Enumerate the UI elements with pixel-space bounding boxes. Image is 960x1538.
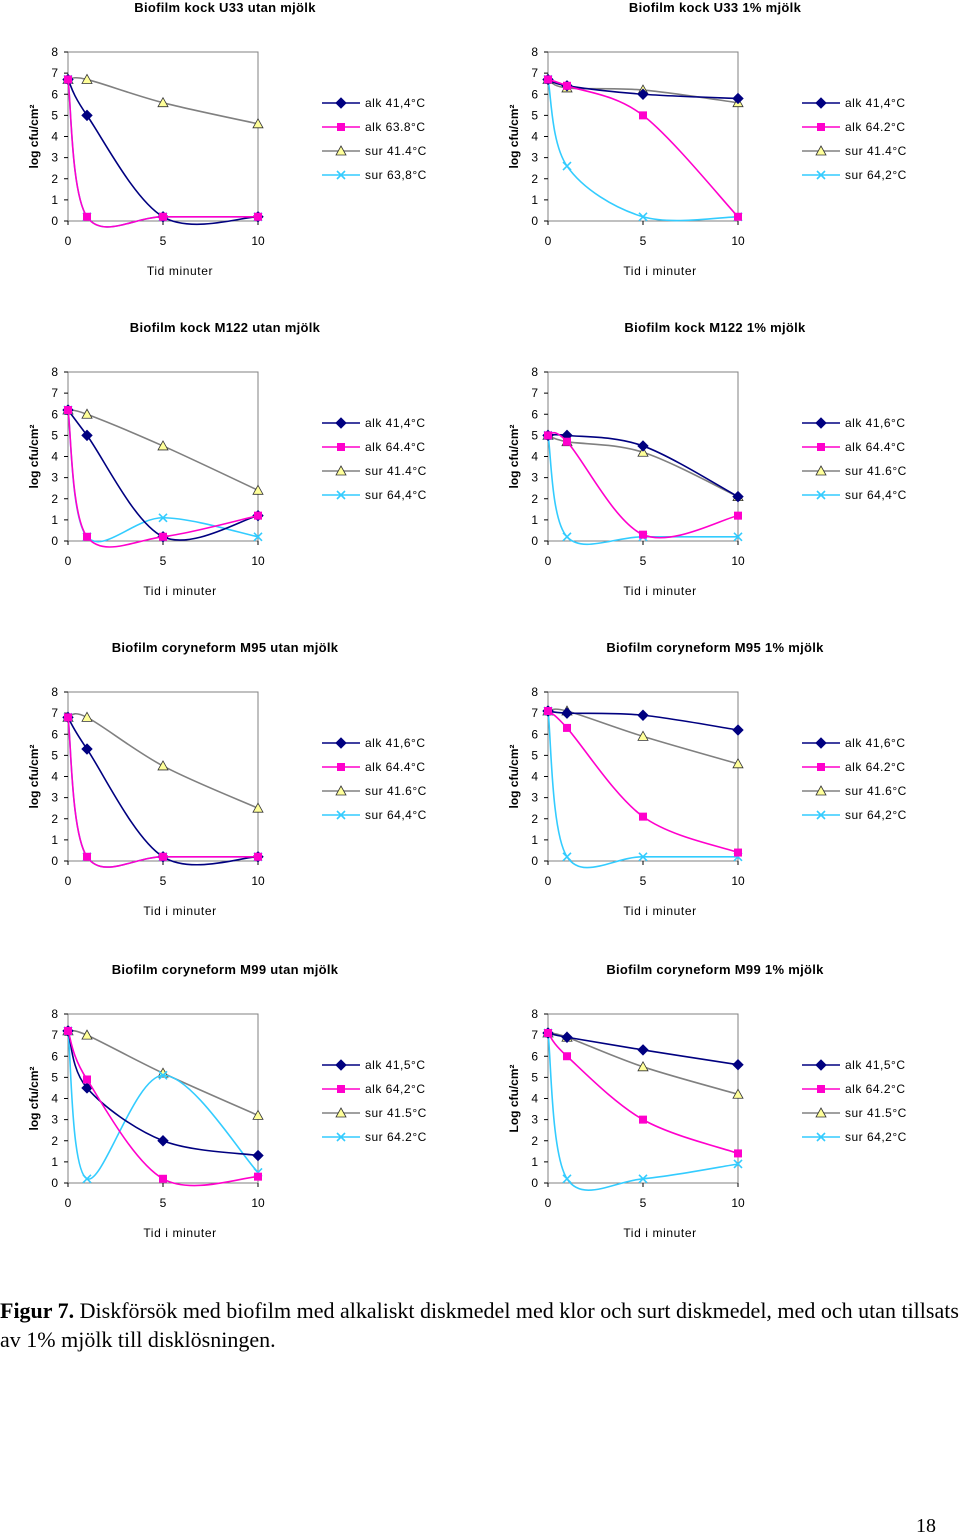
x-tick-label: 0 xyxy=(64,1196,72,1210)
data-point-alk64 xyxy=(254,512,262,520)
chart-title: Biofilm coryneform M99 1% mjölk xyxy=(606,962,824,977)
y-axis-label: log cfu/cm² xyxy=(27,1066,41,1131)
y-tick-label: 5 xyxy=(51,428,58,443)
chart-panel-5 xyxy=(0,640,470,930)
data-point-alk64 xyxy=(64,1027,72,1035)
legend-label: sur 64,2°C xyxy=(845,1130,907,1144)
chart-title: Biofilm kock U33 1% mjölk xyxy=(628,0,802,15)
chart-panel-4 xyxy=(480,320,950,610)
legend-label: sur 41.6°C xyxy=(845,784,907,798)
chart-panel-7 xyxy=(0,962,470,1252)
y-tick-label: 0 xyxy=(531,854,538,868)
y-tick-label: 1 xyxy=(531,512,538,527)
x-axis-label: Tid i minuter xyxy=(623,904,697,918)
legend-label: sur 41.5°C xyxy=(845,1106,907,1120)
x-axis-label: Tid i minuter xyxy=(143,584,217,598)
legend-marker-alk64 xyxy=(817,1085,825,1093)
data-point-alk64 xyxy=(83,533,91,541)
y-tick-label: 5 xyxy=(531,1070,538,1085)
x-tick-label: 0 xyxy=(64,874,72,888)
legend-label: sur 41.5°C xyxy=(365,1106,427,1120)
y-tick-label: 6 xyxy=(531,407,538,422)
legend-marker-alk64 xyxy=(817,443,825,451)
legend-label: sur 64,2°C xyxy=(845,808,907,822)
x-tick-label: 5 xyxy=(639,874,647,888)
plot-area xyxy=(548,52,738,221)
legend-label: sur 41.4°C xyxy=(845,144,907,158)
y-tick-label: 8 xyxy=(531,365,538,379)
data-point-alk64 xyxy=(159,853,167,861)
chart-title: Biofilm coryneform M99 utan mjölk xyxy=(111,962,339,977)
legend-marker-alk41 xyxy=(816,738,826,748)
caption-text: Diskförsök med biofilm med alkaliskt diskmedel med klor och surt diskmedel, med och utan tillsats av 1% mjölk till disklösningen. xyxy=(0,1298,959,1352)
legend-label: alk 41,4°C xyxy=(845,96,906,110)
y-tick-label: 4 xyxy=(531,769,538,784)
data-point-alk64 xyxy=(734,849,742,857)
y-tick-label: 5 xyxy=(51,108,58,123)
y-tick-label: 2 xyxy=(51,171,58,186)
plot-area xyxy=(68,692,258,861)
data-point-alk64 xyxy=(83,1075,91,1083)
x-axis-label: Tid minuter xyxy=(146,264,214,278)
legend-label: sur 64,4°C xyxy=(845,488,907,502)
legend-label: sur 64,4°C xyxy=(365,808,427,822)
data-point-alk64 xyxy=(64,406,72,414)
y-tick-label: 3 xyxy=(51,150,58,165)
data-point-alk64 xyxy=(64,75,72,83)
y-tick-label: 5 xyxy=(531,428,538,443)
data-point-alk64 xyxy=(639,813,647,821)
x-tick-label: 10 xyxy=(731,874,745,888)
chart-svg xyxy=(480,962,950,1252)
y-axis-label: log cfu/cm² xyxy=(507,744,521,809)
y-tick-label: 8 xyxy=(51,365,58,379)
y-tick-label: 0 xyxy=(531,534,538,548)
chart-svg xyxy=(0,0,470,290)
x-tick-label: 10 xyxy=(731,1196,745,1210)
data-point-alk64 xyxy=(159,533,167,541)
chart-svg xyxy=(0,640,470,930)
legend-label: alk 41,5°C xyxy=(365,1058,426,1072)
x-tick-label: 5 xyxy=(639,554,647,568)
legend-marker-alk41 xyxy=(336,1060,346,1070)
legend-marker-alk64 xyxy=(337,123,345,131)
y-tick-label: 4 xyxy=(51,769,58,784)
y-tick-label: 6 xyxy=(531,1049,538,1064)
y-tick-label: 8 xyxy=(531,45,538,59)
legend-label: alk 41,4°C xyxy=(365,96,426,110)
y-tick-label: 0 xyxy=(51,534,58,548)
y-tick-label: 6 xyxy=(51,87,58,102)
y-tick-label: 1 xyxy=(51,512,58,527)
data-point-alk64 xyxy=(563,82,571,90)
legend-label: alk 41,4°C xyxy=(365,416,426,430)
data-point-alk64 xyxy=(544,75,552,83)
y-tick-label: 1 xyxy=(531,1154,538,1169)
chart-panel-2 xyxy=(480,0,950,290)
legend-label: alk 64,2°C xyxy=(365,1082,426,1096)
x-tick-label: 10 xyxy=(251,554,265,568)
legend-label: alk 41,6°C xyxy=(845,736,906,750)
y-tick-label: 2 xyxy=(531,491,538,506)
y-tick-label: 4 xyxy=(531,449,538,464)
legend-label: sur 41.6°C xyxy=(845,464,907,478)
data-point-alk64 xyxy=(254,853,262,861)
y-tick-label: 5 xyxy=(531,748,538,763)
y-tick-label: 4 xyxy=(51,129,58,144)
chart-title: Biofilm kock M122 1% mjölk xyxy=(624,320,806,335)
y-tick-label: 7 xyxy=(531,706,538,721)
data-point-alk64 xyxy=(639,531,647,539)
chart-title: Biofilm coryneform M95 utan mjölk xyxy=(111,640,339,655)
chart-svg xyxy=(480,0,950,290)
y-tick-label: 6 xyxy=(531,87,538,102)
data-point-alk64 xyxy=(563,1052,571,1060)
x-axis-label: Tid i minuter xyxy=(143,904,217,918)
y-tick-label: 0 xyxy=(531,214,538,228)
y-axis-label: log cfu/cm² xyxy=(27,424,41,489)
data-point-alk64 xyxy=(734,213,742,221)
x-tick-label: 5 xyxy=(159,234,167,248)
chart-svg xyxy=(480,320,950,610)
legend-label: alk 64.2°C xyxy=(845,1082,906,1096)
chart-svg xyxy=(480,640,950,930)
x-tick-label: 0 xyxy=(544,234,552,248)
legend-marker-alk41 xyxy=(336,98,346,108)
legend-label: sur 64,4°C xyxy=(365,488,427,502)
legend-marker-alk64 xyxy=(817,763,825,771)
legend-label: alk 41,5°C xyxy=(845,1058,906,1072)
data-point-alk64 xyxy=(563,724,571,732)
y-tick-label: 6 xyxy=(51,407,58,422)
legend-label: alk 41,6°C xyxy=(845,416,906,430)
y-tick-label: 0 xyxy=(51,854,58,868)
chart-title: Biofilm kock U33 utan mjölk xyxy=(134,0,316,15)
y-tick-label: 1 xyxy=(531,832,538,847)
legend-marker-alk41 xyxy=(816,98,826,108)
x-tick-label: 0 xyxy=(544,874,552,888)
y-tick-label: 2 xyxy=(531,171,538,186)
legend-label: alk 64.2°C xyxy=(845,120,906,134)
legend-label: alk 63.8°C xyxy=(365,120,426,134)
legend-label: alk 64.2°C xyxy=(845,760,906,774)
caption-label: Figur 7. xyxy=(0,1298,75,1323)
y-axis-label: log cfu/cm² xyxy=(507,424,521,489)
y-tick-label: 7 xyxy=(531,1028,538,1043)
data-point-alk64 xyxy=(159,1175,167,1183)
y-tick-label: 6 xyxy=(51,727,58,742)
chart-title: Biofilm coryneform M95 1% mjölk xyxy=(606,640,824,655)
x-tick-label: 5 xyxy=(159,1196,167,1210)
figure-caption xyxy=(0,1296,960,1354)
x-axis-label: Tid i minuter xyxy=(623,1226,697,1240)
plot-area xyxy=(68,52,258,221)
x-tick-label: 10 xyxy=(251,1196,265,1210)
y-tick-label: 3 xyxy=(51,790,58,805)
y-tick-label: 3 xyxy=(531,1112,538,1127)
legend-label: sur 41.4°C xyxy=(365,464,427,478)
x-tick-label: 5 xyxy=(639,234,647,248)
y-tick-label: 7 xyxy=(51,66,58,81)
chart-svg xyxy=(0,962,470,1252)
data-point-alk64 xyxy=(159,213,167,221)
y-tick-label: 2 xyxy=(531,1133,538,1148)
y-tick-label: 7 xyxy=(531,386,538,401)
plot-area xyxy=(68,372,258,541)
legend-marker-alk64 xyxy=(817,123,825,131)
x-axis-label: Tid i minuter xyxy=(623,584,697,598)
y-tick-label: 8 xyxy=(531,1007,538,1021)
x-tick-label: 10 xyxy=(251,874,265,888)
data-point-alk64 xyxy=(563,438,571,446)
x-tick-label: 0 xyxy=(64,554,72,568)
y-tick-label: 4 xyxy=(51,1091,58,1106)
chart-panel-1 xyxy=(0,0,470,290)
legend-label: sur 64,2°C xyxy=(845,168,907,182)
data-point-alk64 xyxy=(83,213,91,221)
legend-marker-alk41 xyxy=(336,738,346,748)
y-axis-label: log cfu/cm² xyxy=(27,104,41,169)
x-tick-label: 5 xyxy=(159,874,167,888)
y-tick-label: 2 xyxy=(51,491,58,506)
y-tick-label: 7 xyxy=(51,706,58,721)
x-tick-label: 0 xyxy=(64,234,72,248)
legend-marker-alk41 xyxy=(816,1060,826,1070)
x-axis-label: Tid i minuter xyxy=(143,1226,217,1240)
y-tick-label: 3 xyxy=(531,790,538,805)
x-tick-label: 0 xyxy=(544,554,552,568)
legend-marker-alk64 xyxy=(337,763,345,771)
x-axis-label: Tid i minuter xyxy=(623,264,697,278)
y-tick-label: 3 xyxy=(51,1112,58,1127)
data-point-alk64 xyxy=(544,1029,552,1037)
y-tick-label: 8 xyxy=(51,685,58,699)
data-point-alk64 xyxy=(544,707,552,715)
legend-marker-alk41 xyxy=(336,418,346,428)
data-point-alk64 xyxy=(254,213,262,221)
legend-label: alk 64.4°C xyxy=(845,440,906,454)
legend-label: sur 64.2°C xyxy=(365,1130,427,1144)
data-point-alk64 xyxy=(734,512,742,520)
chart-panel-6 xyxy=(480,640,950,930)
y-tick-label: 3 xyxy=(531,150,538,165)
legend-label: alk 64.4°C xyxy=(365,440,426,454)
y-tick-label: 3 xyxy=(51,470,58,485)
x-tick-label: 10 xyxy=(251,234,265,248)
y-tick-label: 8 xyxy=(531,685,538,699)
data-point-alk64 xyxy=(734,1149,742,1157)
x-tick-label: 5 xyxy=(639,1196,647,1210)
y-tick-label: 4 xyxy=(531,1091,538,1106)
y-tick-label: 1 xyxy=(51,832,58,847)
y-tick-label: 6 xyxy=(531,727,538,742)
x-tick-label: 5 xyxy=(159,554,167,568)
y-tick-label: 7 xyxy=(51,1028,58,1043)
y-tick-label: 5 xyxy=(51,748,58,763)
y-axis-label: log cfu/cm² xyxy=(27,744,41,809)
y-tick-label: 3 xyxy=(531,470,538,485)
legend-marker-alk64 xyxy=(337,1085,345,1093)
legend-marker-alk64 xyxy=(337,443,345,451)
y-tick-label: 7 xyxy=(51,386,58,401)
y-tick-label: 2 xyxy=(531,811,538,826)
page-number: 18 xyxy=(916,1515,936,1537)
data-point-alk64 xyxy=(639,111,647,119)
data-point-alk64 xyxy=(83,853,91,861)
y-tick-label: 2 xyxy=(51,1133,58,1148)
chart-svg xyxy=(0,320,470,610)
y-tick-label: 0 xyxy=(51,1176,58,1190)
chart-panel-8 xyxy=(480,962,950,1252)
y-tick-label: 1 xyxy=(51,1154,58,1169)
y-tick-label: 4 xyxy=(531,129,538,144)
y-tick-label: 2 xyxy=(51,811,58,826)
legend-label: sur 41.6°C xyxy=(365,784,427,798)
y-axis-label: Log cfu/cm² xyxy=(507,1064,521,1133)
chart-title: Biofilm kock M122 utan mjölk xyxy=(129,320,321,335)
y-axis-label: log cfu/cm² xyxy=(507,104,521,169)
y-tick-label: 0 xyxy=(531,1176,538,1190)
y-tick-label: 1 xyxy=(51,192,58,207)
legend-label: sur 63,8°C xyxy=(365,168,427,182)
legend-label: sur 41.4°C xyxy=(365,144,427,158)
y-tick-label: 6 xyxy=(51,1049,58,1064)
chart-panel-3 xyxy=(0,320,470,610)
y-tick-label: 1 xyxy=(531,192,538,207)
y-tick-label: 7 xyxy=(531,66,538,81)
data-point-alk64 xyxy=(639,1116,647,1124)
x-tick-label: 0 xyxy=(544,1196,552,1210)
data-point-alk64 xyxy=(64,713,72,721)
y-tick-label: 0 xyxy=(51,214,58,228)
legend-label: alk 41,6°C xyxy=(365,736,426,750)
y-tick-label: 5 xyxy=(531,108,538,123)
y-tick-label: 4 xyxy=(51,449,58,464)
y-tick-label: 8 xyxy=(51,45,58,59)
data-point-alk64 xyxy=(254,1173,262,1181)
legend-marker-alk41 xyxy=(816,418,826,428)
y-tick-label: 8 xyxy=(51,1007,58,1021)
data-point-alk64 xyxy=(544,431,552,439)
y-tick-label: 5 xyxy=(51,1070,58,1085)
x-tick-label: 10 xyxy=(731,234,745,248)
x-tick-label: 10 xyxy=(731,554,745,568)
legend-label: alk 64.4°C xyxy=(365,760,426,774)
